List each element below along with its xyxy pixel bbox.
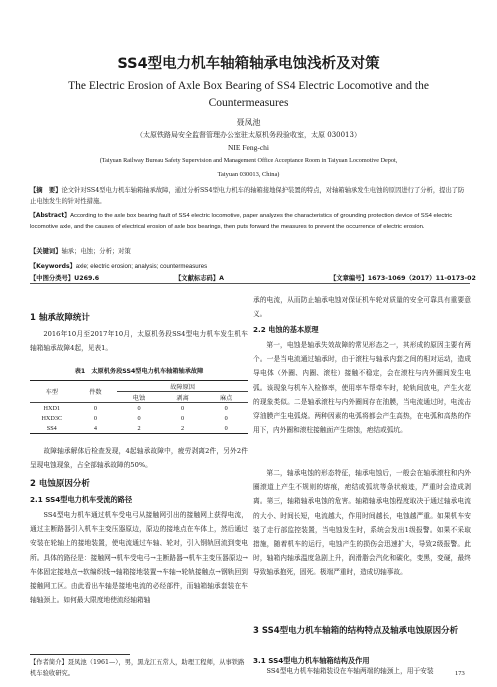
table-cell: 0 (117, 403, 161, 414)
table-cell: 0 (74, 403, 118, 414)
keywords-chinese-label: 【关键词】 (30, 248, 62, 255)
table-cell: HXD3C (41, 414, 63, 422)
table-1-caption: 表1 太原机务段SS4型电力机车轴箱轴承故障 (74, 368, 204, 375)
table-header-row (30, 381, 248, 392)
table-cell: 4 (74, 423, 118, 434)
table-header-cause: 故障原因 (117, 381, 248, 392)
section-3-1-paragraph (253, 666, 471, 677)
table-cell: 2 (117, 423, 161, 434)
affiliation-chinese: （太原铁路局安全监督管理办公室驻太原机务段验收室，太原 030013） (136, 131, 361, 139)
title-chinese: SS4型电力机车轴箱轴承电蚀浅析及对策 (117, 56, 380, 72)
table-cell: 2 (161, 423, 205, 434)
section-1-heading: 1 轴承故障统计 (30, 313, 90, 323)
table-row (30, 403, 248, 414)
table-header-count: 件数 (74, 381, 118, 403)
table-cell: SS4 (30, 423, 74, 434)
table-cell: 0 (224, 414, 228, 422)
author-footnote: 【作者简介】聂凤池（1961—），男，黑龙江五常人，助理工程师，从事铁路机车验收研究。 (30, 659, 245, 677)
affiliation-english-line1: (Taiyuan Railway Bureau Safety Supervision and Management Office Acceptance Room in Taiyuan Locomotive Depot, (99, 157, 398, 164)
paragraph-text: 第二，轴承电蚀的形态特征，轴承电蚀后，一般会在轴承滚柱和内外圈滚道上产生不规则的熔痕，疤结或弧坑等条状痕迹，严重时会造成剥离。第三，轴箱轴承电蚀的危害。轴箱轴承电蚀程度取决于通过轴承电流的大小、时间长短，电流越大，作用时间越长，电蚀越严重。如果机车安装了走行部监控装置，当电蚀发生时，系统会发出1级报警。如果不采取措施，随着机车的运行，电蚀产生的损伤会迅速扩大，导致2级报警。此时，轴箱内轴承温度急剧上升，润滑脂会汽化和碳化，变黑，变硬，最终导致轴承抱死，固死。极端严重时，造成切轴事故。 (253, 469, 471, 577)
paragraph-text: 第一，电蚀是轴承失效故障的常见形态之一，其形成的原因主要有两个。一是当电流通过轴承时，由于滚柱与轴承内套之间的相对运动，造成导电体（外圈、内圈、滚柱）接触不稳定，会在滚柱与内外圈间发生电弧。该现象与机车入检修率，使用率车帮牵车时，轮轨间放电，产生火花的现象类似。二是轴承滚柱与内外圈间存在油膜，当电流通过时，电流击穿油膜产生电弧烧。两种因素的电弧将都会产生高热，在电弧和高热的作用下，内外圈和滚柱接触面产生熔蚀，疤结或弧坑。 (253, 341, 471, 435)
keywords-english-label: 【Keywords】 (30, 263, 76, 270)
keywords-english (30, 261, 470, 270)
abstract-chinese (30, 185, 470, 207)
abstract-chinese-text: 论文针对SS4型电力机车轴箱轴承故障，通过分析SS4型电力机车的轴箱接地保护装置的特点，对轴箱轴承发生电蚀的原因进行了分析，提出了防止电蚀发生的针对性措施。 (30, 187, 465, 205)
section-3-1-heading: 3.1 SS4型电力机车轴箱结构及作用 (253, 656, 370, 665)
section-1-paragraph-1 (30, 327, 248, 355)
section-3-heading: 3 SS4型电力机车轴箱的结构特点及轴承电蚀原因分析 (253, 626, 459, 636)
section-2-2-paragraph-1 (253, 338, 471, 437)
table-cell: 0 (161, 403, 205, 414)
paragraph-text: 承的电流，从而防止轴承电蚀对保证机车轮对质量的安全可靠具有重要意义。 (253, 296, 471, 319)
section-2-2-paragraph-2 (253, 466, 471, 580)
section-2-1-paragraph (30, 508, 248, 607)
table-cell: 0 (181, 414, 185, 422)
table-cell: HXD1 (30, 403, 74, 414)
table-cell: 0 (93, 414, 97, 422)
keywords-chinese (30, 246, 470, 255)
article-number: 【文章编号】1673-1069（2017）11-0173-02 (330, 275, 476, 282)
section-2-heading: 2 电蚀原因分析 (30, 479, 90, 489)
author-chinese: 聂凤池 (236, 118, 261, 127)
table-row (30, 413, 248, 423)
paragraph-text: SS4型电力机车轴箱装设在车轴两端的轴颈上，用于安装 (266, 667, 434, 675)
abstract-english-text: According to the axle box bearing fault of SS4 electric locomotive, paper analyzes the characteristics of grounding protection device of SS4 electric locomotive axle, and the causes of electrical erosion of axle box bearings, then puts forward the measures to prevent the occurrence of electric erosion. (30, 213, 453, 230)
keywords-english-text: axle; electric erosion; analysis; countermeasures (75, 263, 208, 270)
abstract-english-label: 【Abstract】 (30, 213, 71, 219)
section-2-1-continuation (253, 293, 471, 321)
document-code: 【文献标志码】A (175, 275, 224, 282)
table-subheader: 电蚀 (132, 394, 146, 402)
abstract-english (30, 211, 470, 233)
table-1 (30, 380, 248, 434)
author-english: NIE Feng-chi (227, 143, 270, 152)
affiliation-english-line2: Taiyuan 030013, China) (217, 171, 280, 178)
table-subheader: 剥离 (176, 394, 189, 402)
title-english: The Electric Erosion of Axle Box Bearing of SS4 Electric Locomotive and the Countermeasures (68, 80, 429, 109)
header-divider (30, 283, 470, 284)
table-cell: 0 (137, 414, 141, 422)
table-cell: 0 (204, 403, 248, 414)
keywords-chinese-text: 轴承；电蚀；分析；对策 (61, 248, 131, 255)
paragraph-text: SS4型电力机车通过机车受电弓从接触网引出的接触网上获得电流，通过主断路器引入机车主变压器原边，原边的接地点在车体上，然后通过安装在轮轴上的接地装置，使电流通过车轴、轮对，引入钢轨回流到变电所。具体的路径是：接触网→机车受电弓→主断路器→机车主变压器原边→车体固定接地点→软编织线→轴箱接地装置→车轴→轮轨接触点→钢轨回到接触网工区。由此看出车轴是接地电流的必经部件，而轴箱轴承套装在车轴轴颈上。如何最大限度地使流经轴箱轴 (30, 511, 248, 605)
footnote-divider (30, 654, 130, 655)
table-header-model: 车型 (30, 381, 74, 403)
table-cell: 0 (204, 423, 248, 434)
paragraph-text: 故障轴承解体后检查发现，4起轴承故障中，疲劳剥离2件，另外2件呈现电蚀现象，占全部轴承故障的50%。 (30, 447, 248, 470)
section-2-1-heading: 2.1 SS4型电力机车受流的路径 (30, 495, 133, 504)
section-2-2-heading: 2.2 电蚀的基本原理 (253, 325, 319, 334)
page-number: 173 (455, 670, 465, 677)
clc-number: 【中图分类号】U269.6 (30, 275, 100, 282)
paragraph-text: 2016年10月至2017年10月，太原机务段SS4型电力机车发生机车轴箱轴承故障4起，见表1。 (30, 330, 248, 353)
table-subheader: 麻点 (220, 394, 233, 402)
section-1-paragraph-2 (30, 444, 248, 472)
table-row (30, 423, 248, 434)
abstract-chinese-label: 【摘 要】 (30, 187, 62, 194)
